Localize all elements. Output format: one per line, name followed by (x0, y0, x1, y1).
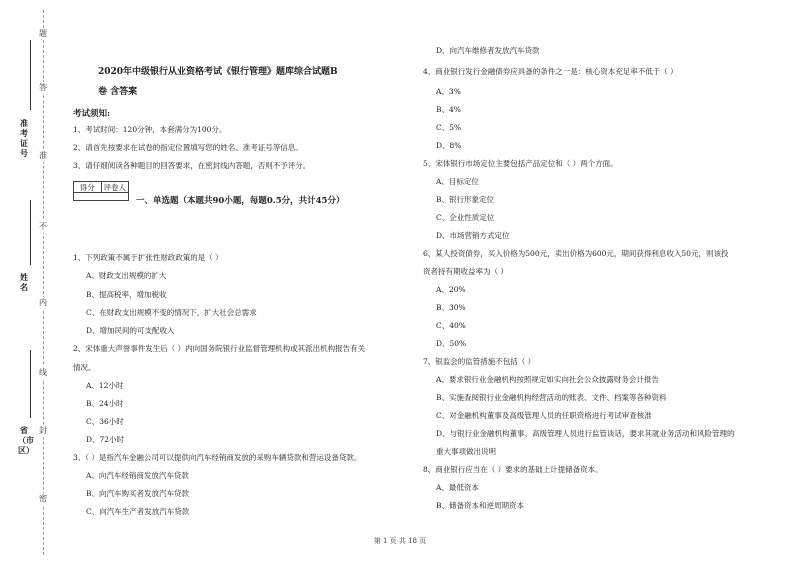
question-line: 3、（ ）是指汽车金融公司可以提供向汽车经销商发放的采购车辆贷款和营运设备贷款。 (73, 453, 362, 462)
option-line: D、50% (436, 339, 467, 348)
option-line: B、向汽车购买者发放汽车贷款 (86, 489, 190, 498)
option-line: C、40% (436, 321, 466, 330)
option-line: 重大事项做出说明 (436, 447, 496, 456)
option-line: B、银行形象定位 (436, 195, 495, 204)
option-line: C、5% (436, 123, 462, 132)
option-line: C、在财政支出规模不变的情况下，扩大社会总需求 (86, 308, 257, 317)
question-line: 6、某人投资债券，买入价格为500元，卖出价格为600元，期间获得利息收入50元，则该投 (423, 249, 729, 258)
question-line: 情况。 (73, 363, 96, 372)
option-line: A、3% (436, 87, 461, 96)
seal-char: 不 (39, 222, 47, 231)
notice-heading: 考试须知: (73, 109, 111, 119)
option-line: A、向汽车经销商发放汽车贷款 (86, 471, 189, 480)
seal-char: 题 (39, 29, 47, 38)
option-line: D、72小时 (86, 435, 125, 444)
score-box (73, 181, 129, 201)
exam-title-line: 卷 含答案 (98, 87, 138, 97)
question-line: 1、下列政策不属于扩张性财政政策的是（ ） (73, 253, 223, 262)
seal-char: 线 (39, 368, 47, 377)
option-line: B、24小时 (86, 399, 124, 408)
option-line: D、市场营销方式定位 (436, 231, 510, 240)
option-line: A、要求银行业金融机构按照规定如实向社会公众披露财务会计报告 (436, 375, 659, 384)
option-line: C、企业性质定位 (436, 213, 495, 222)
question-line: 2、宋体重大声誉事件发生后（ ）内向国务院银行业监督管理机构或其派出机构报告有关 (73, 344, 366, 353)
option-line: D、向汽车维修者发放汽车贷款 (436, 46, 540, 55)
question-line: 5、宋体银行市场定位主要包括产品定位和（ ）两个方面。 (423, 159, 618, 168)
name-blank (30, 200, 31, 265)
option-line: A、财政支出规模的扩大 (86, 271, 167, 280)
seal-char: 封 (39, 426, 47, 435)
option-line: B、实施查阅银行业金融机构经营活动的账表、文件、档案等各种资料 (436, 393, 667, 402)
grader-label: 评卷人 (103, 183, 126, 192)
option-line: B、提高税率，增加税收 (86, 290, 167, 299)
option-line: C、对金融机构董事及高级管理人员的任职资格进行考试审查核准 (436, 411, 652, 420)
page-number: 第 1 页 共 18 页 (373, 537, 427, 545)
seal-char: 内 (39, 298, 47, 307)
seal-char: 准 (39, 151, 47, 160)
exam-number-blank (30, 40, 31, 110)
exam-title (98, 62, 398, 102)
notice-item: 3、请仔细阅读各种题目的回答要求，在密封线内答题，否则不予评分。 (73, 161, 311, 170)
option-line: B、30% (436, 303, 466, 312)
province-blank (30, 350, 31, 418)
seal-char: 答 (39, 83, 47, 92)
question-line: 7、银监会的监管措施不包括（ ） (423, 357, 536, 366)
province-label: 省（市区） (18, 425, 34, 455)
option-line: A、最低资本 (436, 483, 479, 492)
option-line: B、储备资本和逆周期资本 (436, 501, 525, 510)
option-line: D、增加民间的可支配收入 (86, 326, 175, 335)
option-line: D、8% (436, 141, 462, 150)
question-line: 8、商业银行应当在（ ）要求的基础上计提储备资本。 (423, 465, 603, 474)
seal-char: 密 (39, 494, 47, 503)
option-line: C、向汽车生产者发放汽车贷款 (86, 507, 190, 516)
exam-number-label: 准考证号 (20, 118, 28, 158)
option-line: B、4% (436, 105, 461, 114)
notice-item: 1、考试时间：120分钟，本套满分为100分。 (73, 125, 227, 134)
question-line: 资者持有期收益率为（ ） (423, 267, 508, 276)
section-heading: 一、单选题（本题共90小题，每题0.5分，共计45分） (136, 196, 345, 206)
question-line: 4、商业银行发行金融债券应具备的条件之一是：核心资本充足率不低于（ ） (423, 67, 678, 76)
option-line: A、目标定位 (436, 177, 479, 186)
score-label: 得分 (74, 182, 102, 193)
name-label: 姓名 (20, 272, 28, 292)
option-line: D、与银行业金融机构董事、高级管理人员进行监管谈话，要求其就业务活动和风险管理的 (436, 429, 735, 438)
option-line: A、20% (436, 285, 466, 294)
exam-title-line: 2020年中级银行从业资格考试《银行管理》题库综合试题B (98, 67, 338, 77)
notice-item: 2、请首先按要求在试卷的指定位置填写您的姓名、准考证号等信息。 (73, 143, 303, 152)
option-line: C、36小时 (86, 417, 124, 426)
option-line: A、12小时 (86, 381, 124, 390)
